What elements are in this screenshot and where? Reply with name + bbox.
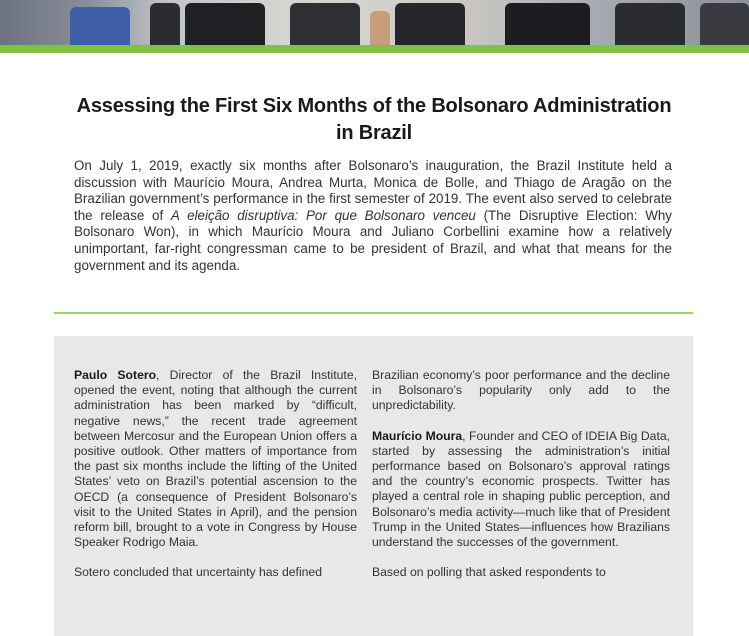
left-column	[74, 368, 357, 596]
book-title: A eleição disruptiva: Por que Bolsonaro venceu	[170, 207, 476, 223]
paragraph-text: Brazilian economy’s poor performance and the decline in Bolsonaro’s popularity only add to the unpredictability.	[372, 368, 670, 413]
photo-figure	[700, 3, 749, 47]
paragraph-text: Sotero concluded that uncertainty has defined	[74, 565, 322, 580]
intro-paragraph	[74, 158, 672, 274]
photo-figure	[70, 7, 130, 47]
paragraph-text: , Director of the Brazil Institute, opened the event, noting that although the current administration has been marked by “difficult, negative news,” the recent trade agreement between Mercosur and the European Union offers a positive outlook. Other matters of importance from the past six months include the lifting of the United States’ veto on Brazil’s potential ascension to the OECD (a consequence of President Bolsonaro’s visit to the United States in April), and the pension reform bill, brought to a vote in Congress by House Speaker Rodrigo Maia.	[74, 368, 357, 550]
paragraph	[372, 429, 670, 551]
photo-figure	[370, 11, 390, 47]
photo-figure	[185, 3, 265, 47]
paragraph-text: , Founder and CEO of IDEIA Big Data, started by assessing the administration’s initial performance based on Bolsonaro’s approval ratings and the country’s economic prospects. Twitter has played a central role in shaping public perception, and Bolsonaro’s media activity—much like that of President Trump in the United States—influences how Brazilians understand the successes of the government.	[372, 428, 671, 550]
paragraph	[372, 368, 670, 414]
header-photo	[0, 0, 749, 47]
photo-figure	[505, 3, 590, 47]
intro-text: On July 1, 2019, exactly six months after Bolsonaro’s inauguration, the Brazil Institute held a discussion with Maurício Moura, Andrea Murta, Monica de Bolle, and Thiago de Aragão on the Brazilian government’s performance in the first semester of 2019. The event also served to celebrate the release of	[74, 158, 672, 223]
photo-figure	[615, 3, 685, 47]
header-accent-bar	[0, 45, 749, 53]
page-title: Assessing the First Six Months of the Bolsonaro Administration in Brazil	[76, 95, 672, 144]
photo-figure	[290, 3, 360, 47]
paragraph	[372, 565, 670, 580]
paragraph	[74, 368, 357, 550]
speaker-name: Paulo Sotero	[74, 368, 157, 382]
paragraph-text: Based on polling that asked respondents to	[372, 565, 606, 580]
paragraph	[74, 565, 357, 580]
speaker-name: Maurício Moura	[372, 428, 463, 443]
section-divider	[54, 312, 693, 314]
photo-figure	[150, 3, 180, 47]
photo-figure	[395, 3, 465, 47]
right-column	[372, 368, 670, 595]
intro-text: (The Disruptive Election: Why Bolsonaro Won), in which Maurício Moura and Juliano Corbellini examine how a relatively unimportant, far-right congressman came to be president of Brazil, and what that means for the government and its agenda.	[74, 207, 672, 273]
